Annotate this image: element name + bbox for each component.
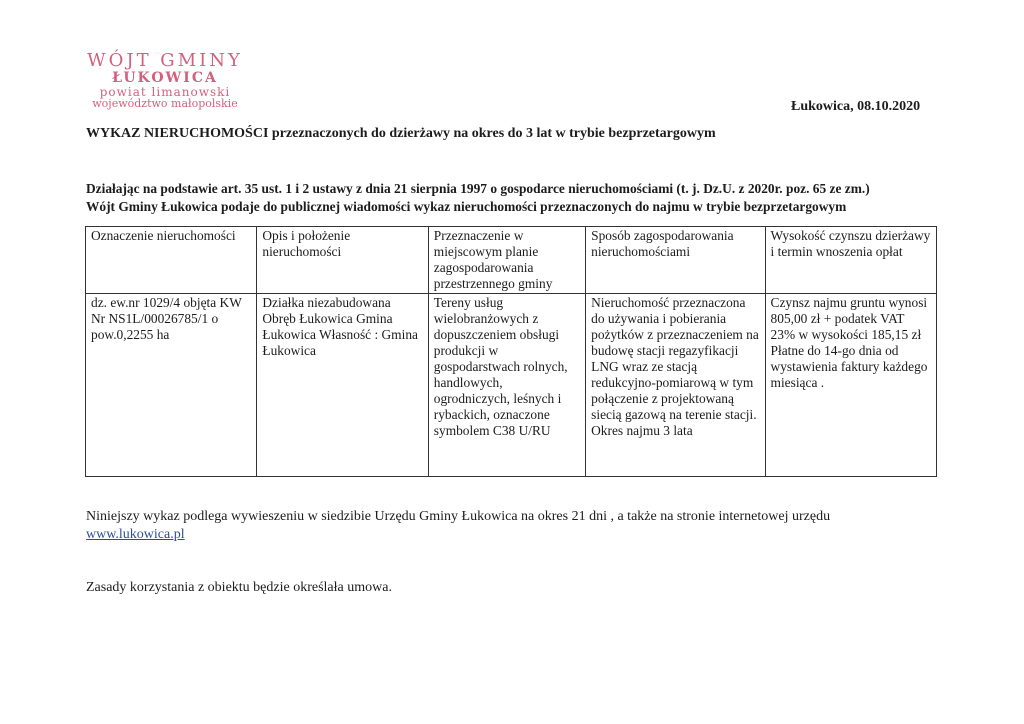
publication-note xyxy=(86,508,946,544)
property-table xyxy=(85,226,937,477)
intro-paragraph xyxy=(86,180,870,216)
header-zoning-purpose: Przeznaczenie w miejscowym planie zagospodarowania przestrzennego gminy xyxy=(428,227,585,294)
publication-note-text: Niniejszy wykaz podlega wywieszeniu w siedzibie Urzędu Gminy Łukowica na okres 21 dni , a także na stronie internetowej urzędu xyxy=(86,509,831,524)
header-development-method: Sposób zagospodarowania nieruchomościami xyxy=(586,227,765,294)
cell-development-method xyxy=(586,294,765,477)
cell-designation: dz. ew.nr 1029/4 objęta KW Nr NS1L/00026785/1 o pow.0,2255 ha xyxy=(86,294,257,477)
cell-zoning-purpose: Tereny usług wielobranżowych z dopuszczeniem obsługi produkcji w gospodarstwach rolnych, handlowych, ogrodniczych, leśnych i rybackich, oznaczone symbolem C38 U/RU xyxy=(428,294,585,477)
stamp-line-voivodeship: województwo małopolskie xyxy=(92,97,238,111)
table-header-row xyxy=(86,227,937,294)
cell-lease-period: Okres najmu 3 lata xyxy=(591,423,693,438)
intro-line-1: Działając na podstawie art. 35 ust. 1 i 2 ustawy z dnia 21 sierpnia 1997 o gospodarce nieruchomościami (t. j. Dz.U. z 2020r. poz. 65 ze zm.) xyxy=(86,181,870,196)
header-designation: Oznaczenie nieruchomości xyxy=(86,227,257,294)
website-link[interactable]: www.lukowica.pl xyxy=(86,527,185,542)
cell-description: Działka niezabudowana Obręb Łukowica Gmina Łukowica Własność : Gmina Łukowica xyxy=(257,294,428,477)
document-date: Łukowica, 08.10.2020 xyxy=(791,99,921,114)
official-stamp xyxy=(70,52,260,110)
header-rent-amount: Wysokość czynszu dzierżawy i termin wnoszenia opłat xyxy=(765,227,936,294)
usage-rules-note: Zasady korzystania z obiektu będzie określała umowa. xyxy=(86,580,392,595)
cell-development-text: Nieruchomość przeznaczona do używania i pobierania pożytków z przeznaczeniem na budowę stacji regazyfikacji LNG wraz ze stacją redukcyjno-pomiarową w tym połączenie z projektowaną siecią gazową na terenie stacji. xyxy=(591,295,759,422)
stamp-line-commune: ŁUKOWICA xyxy=(112,69,218,86)
intro-line-2: Wójt Gminy Łukowica podaje do publicznej wiadomości wykaz nieruchomości przeznaczonych do najmu w trybie bezprzetargowym xyxy=(86,199,847,214)
stamp-line-district: powiat limanowski xyxy=(99,84,231,99)
cell-rent-amount: Czynsz najmu gruntu wynosi 805,00 zł + podatek VAT 23% w wysokości 185,15 zł Płatne do 14-go dnia od wystawienia faktury każdego miesiąca . xyxy=(765,294,936,477)
document-heading: WYKAZ NIERUCHOMOŚCI przeznaczonych do dzierżawy na okres do 3 lat w trybie bezprzetargowym xyxy=(86,126,716,141)
header-description: Opis i położenie nieruchomości xyxy=(257,227,428,294)
stamp-line-title: WÓJT GMINY xyxy=(87,50,243,71)
table-row xyxy=(86,294,937,477)
